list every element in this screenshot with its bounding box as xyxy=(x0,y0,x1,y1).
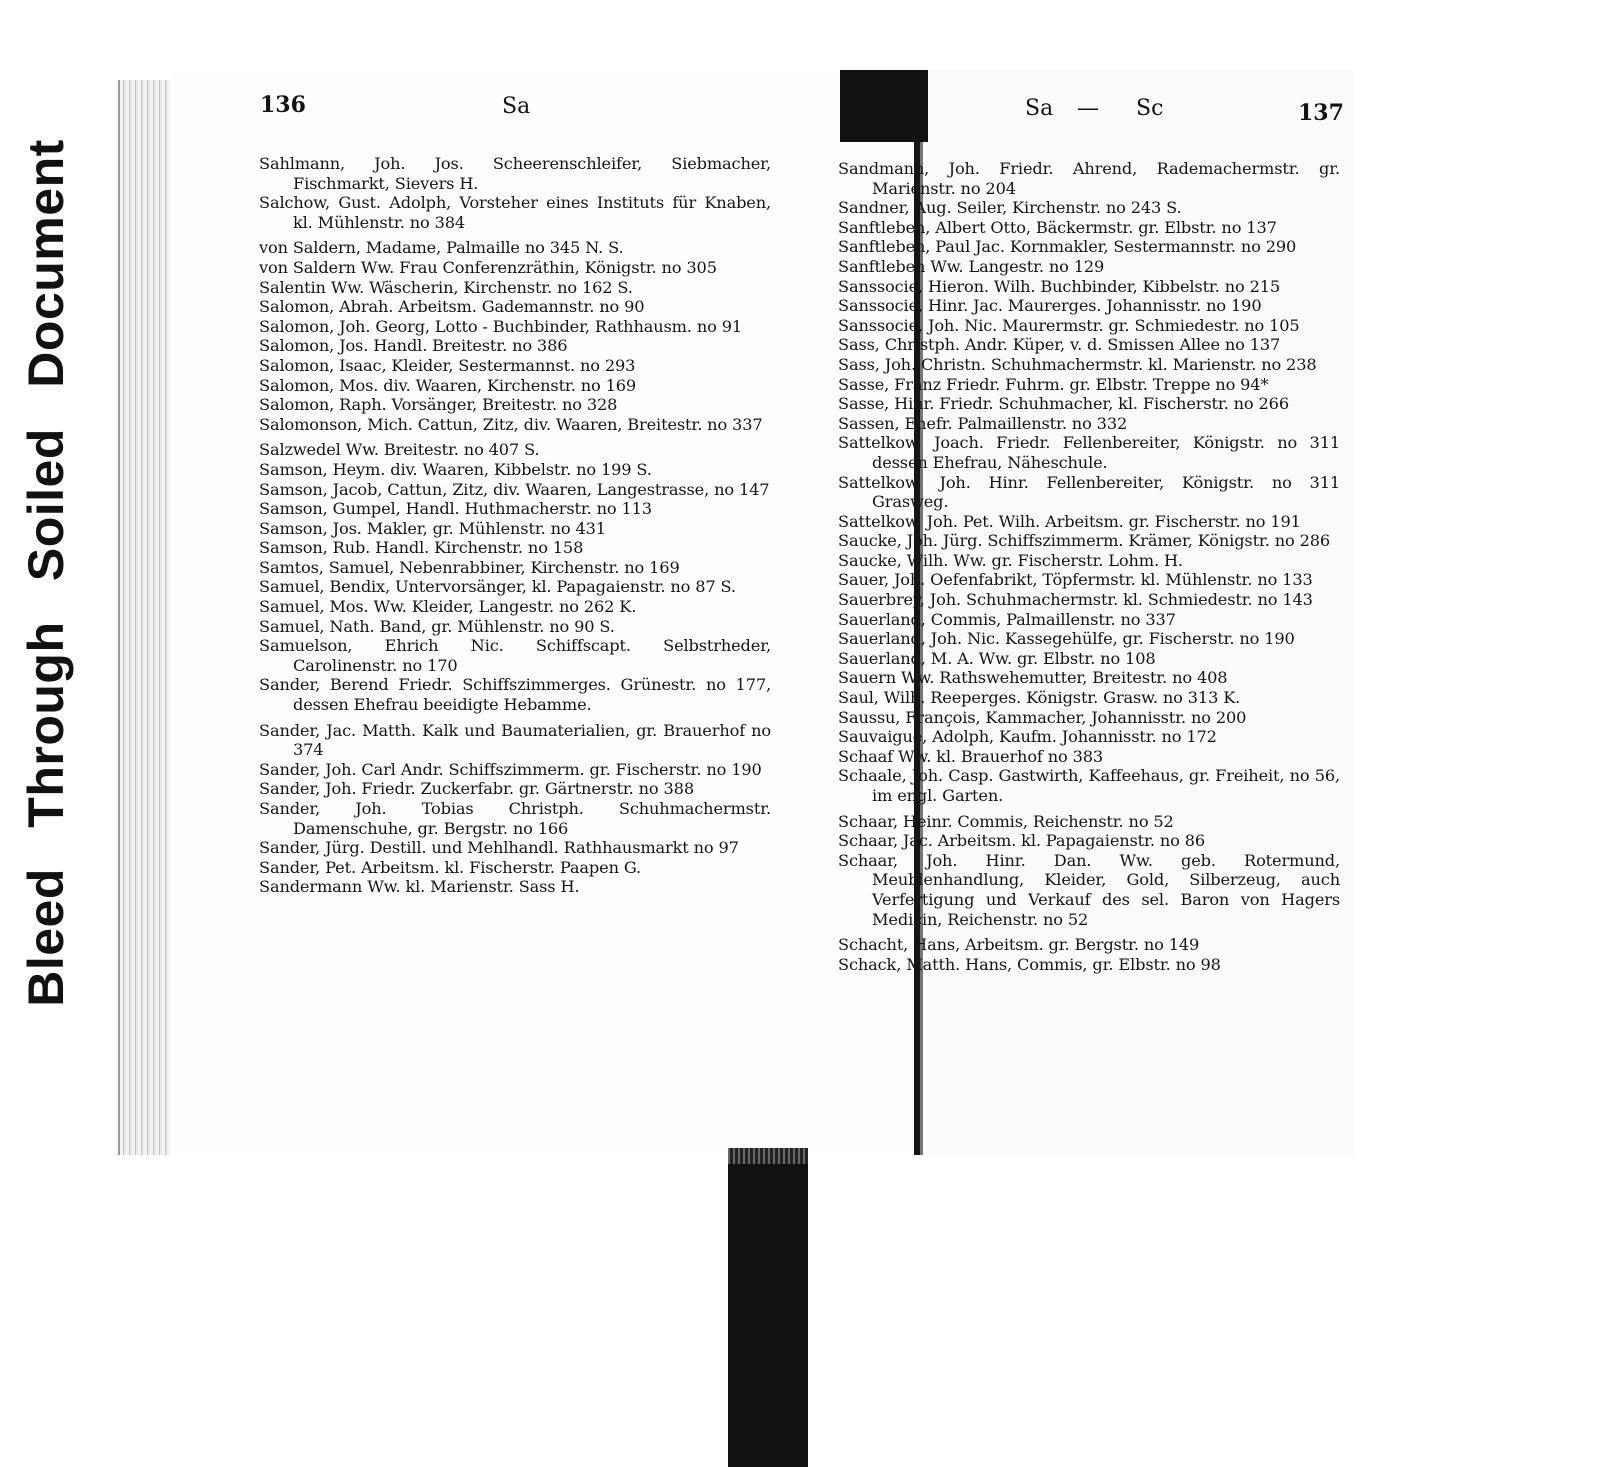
directory-entry: Salomon, Isaac, Kleider, Sestermannst. no 293 xyxy=(259,355,636,375)
directory-entry: Salomon, Raph. Vorsänger, Breitestr. no 328 xyxy=(259,395,618,415)
directory-entry: Samson, Rub. Handl. Kirchenstr. no 158 xyxy=(259,538,584,558)
directory-entry: Salomon, Mos. div. Waaren, Kirchenstr. no 169 xyxy=(259,375,637,395)
directory-entry: Salomon, Joh. Georg, Lotto - Buchbinder, Rathhausm. no 91 xyxy=(259,316,743,336)
directory-entry: Sattelkow, Joach. Friedr. Fellenbereiter, Königstr. no 311 dessen Ehefrau, Näheschule. xyxy=(838,433,1340,472)
directory-entry: Sass, Joh. Christn. Schuhmachermstr. kl. Marienstr. no 238 xyxy=(838,354,1317,374)
directory-entry: Sattelkow, Joh. Pet. Wilh. Arbeitsm. gr. Fischerstr. no 191 xyxy=(838,511,1301,531)
left-entries-list xyxy=(259,154,771,897)
directory-entry: Schaar, Heinr. Commis, Reichenstr. no 52 xyxy=(838,811,1174,831)
directory-entry: Sauern Ww. Rathswehemutter, Breitestr. no 408 xyxy=(838,668,1228,688)
stamp-text: Bleed Through Soiled Document xyxy=(18,139,74,1007)
directory-entry: Saussu, François, Kammacher, Johannisstr. no 200 xyxy=(838,707,1247,727)
directory-entry: Sauerland, Joh. Nic. Kassegehülfe, gr. Fischerstr. no 190 xyxy=(838,629,1295,649)
directory-entry: Sander, Joh. Tobias Christph. Schuhmachermstr. Damenschuhe, gr. Bergstr. no 166 xyxy=(259,799,771,838)
directory-entry: Samtos, Samuel, Nebenrabbiner, Kirchenstr. no 169 xyxy=(259,557,680,577)
directory-entry: Salentin Ww. Wäscherin, Kirchenstr. no 162 S. xyxy=(259,277,633,297)
directory-entry: Sasse, Hinr. Friedr. Schuhmacher, kl. Fischerstr. no 266 xyxy=(838,394,1289,414)
directory-entry: Schaar, Jac. Arbeitsm. kl. Papagaienstr. no 86 xyxy=(838,831,1206,851)
directory-entry: Sauvaigue, Adolph, Kaufm. Johannisstr. no 172 xyxy=(838,727,1217,747)
directory-entry: Sahlmann, Joh. Jos. Scheerenschleifer, Siebmacher, Fischmarkt, Sievers H. xyxy=(259,154,771,193)
directory-entry: Schacht, Hans, Arbeitsm. gr. Bergstr. no 149 xyxy=(838,935,1200,955)
directory-entry: Sanftleben, Paul Jac. Kornmakler, Sestermannstr. no 290 xyxy=(838,237,1297,257)
directory-entry: Salchow, Gust. Adolph, Vorsteher eines Instituts für Knaben, kl. Mühlenstr. no 384 xyxy=(259,193,771,232)
directory-entry: Sandner, Aug. Seiler, Kirchenstr. no 243 S. xyxy=(838,198,1182,218)
right-running-head-start: Sa xyxy=(1025,96,1054,121)
directory-entry: Samuel, Nath. Band, gr. Mühlenstr. no 90 S. xyxy=(259,616,615,636)
directory-entry: von Saldern, Madame, Palmaille no 345 N. S. xyxy=(259,238,624,258)
directory-entry: Sattelkow, Joh. Hinr. Fellenbereiter, Königstr. no 311 Grasweg. xyxy=(838,472,1340,512)
directory-entry: Sanftleben Ww. Langestr. no 129 xyxy=(838,256,1105,276)
directory-entry: Sander, Jürg. Destill. und Mehlhandl. Rathhausmarkt no 97 xyxy=(259,838,739,858)
directory-entry: Sander, Pet. Arbeitsm. kl. Fischerstr. Paapen G. xyxy=(259,857,642,877)
page-edges xyxy=(118,80,174,1155)
left-page-number: 136 xyxy=(260,92,306,118)
directory-entry: Samson, Gumpel, Handl. Huthmacherstr. no 113 xyxy=(259,499,652,519)
left-running-head: Sa xyxy=(502,94,531,119)
spine-binding-bottom xyxy=(728,1148,808,1467)
directory-entry: Samuel, Mos. Ww. Kleider, Langestr. no 262 K. xyxy=(259,597,637,617)
directory-entry: Saucke, Wilh. Ww. gr. Fischerstr. Lohm. H. xyxy=(838,550,1183,570)
directory-entry: Sauerland, M. A. Ww. gr. Elbstr. no 108 xyxy=(838,648,1156,668)
directory-entry: Schaar, Joh. Hinr. Dan. Ww. geb. Rotermund, Meublenhandlung, Kleider, Gold, Silberzeug, auch Verfertigung und Verkauf des sel. Baron von Hagers Medicin, Reichenstr. no 52 xyxy=(838,850,1340,929)
right-running-head-end: Sc xyxy=(1136,96,1164,121)
directory-entry: Salzwedel Ww. Breitestr. no 407 S. xyxy=(259,440,540,460)
directory-entry: Sandermann Ww. kl. Marienstr. Sass H. xyxy=(259,877,580,897)
right-page-number: 137 xyxy=(1298,100,1344,126)
directory-entry: Sander, Joh. Friedr. Zuckerfabr. gr. Gärtnerstr. no 388 xyxy=(259,779,694,799)
directory-entry: Sanssocie, Hinr. Jac. Maurerges. Johannisstr. no 190 xyxy=(838,296,1262,316)
directory-entry: Sandmann, Joh. Friedr. Ahrend, Rademachermstr. gr. Marienstr. no 204 xyxy=(838,159,1340,198)
directory-entry: Samuel, Bendix, Untervorsänger, kl. Papagaienstr. no 87 S. xyxy=(259,577,736,597)
directory-entry: Sassen, Ehefr. Palmaillenstr. no 332 xyxy=(838,413,1128,433)
directory-entry: Saul, Wilh. Reeperges. Königstr. Grasw. no 313 K. xyxy=(838,688,1241,708)
directory-entry: Salomon, Jos. Handl. Breitestr. no 386 xyxy=(259,336,568,356)
directory-entry: Sass, Christph. Andr. Küper, v. d. Smissen Allee no 137 xyxy=(838,335,1281,355)
directory-entry: Sanftleben, Albert Otto, Bäckermstr. gr. Elbstr. no 137 xyxy=(838,217,1277,237)
directory-entry: Sander, Berend Friedr. Schiffszimmerges. Grünestr. no 177, dessen Ehefrau beeidigte Hebamme. xyxy=(259,675,771,715)
directory-entry: Sander, Jac. Matth. Kalk und Baumaterialien, gr. Brauerhof no 374 xyxy=(259,720,771,760)
directory-entry: Sauer, Joh. Oefenfabrikt, Töpfermstr. kl. Mühlenstr. no 133 xyxy=(838,570,1313,590)
directory-entry: Samson, Heym. div. Waaren, Kibbelstr. no 199 S. xyxy=(259,459,652,479)
directory-entry: Schack, Matth. Hans, Commis, gr. Elbstr. no 98 xyxy=(838,954,1221,974)
directory-entry: Sanssocie, Joh. Nic. Maurermstr. gr. Schmiedestr. no 105 xyxy=(838,315,1300,335)
directory-entry: Schaale, Joh. Casp. Gastwirth, Kaffeehaus, gr. Freiheit, no 56, im engl. Garten. xyxy=(838,766,1340,805)
directory-entry: Schaaf Ww. kl. Brauerhof no 383 xyxy=(838,746,1104,766)
directory-entry: Sasse, Franz Friedr. Fuhrm. gr. Elbstr. Treppe no 94* xyxy=(838,374,1269,394)
directory-entry: Samson, Jacob, Cattun, Zitz, div. Waaren, Langestrasse, no 147 xyxy=(259,479,770,499)
directory-entry: von Saldern Ww. Frau Conferenzräthin, Königstr. no 305 xyxy=(259,257,717,277)
directory-entry: Sanssocie, Hieron. Wilh. Buchbinder, Kibbelstr. no 215 xyxy=(838,276,1281,296)
spine-binding-top xyxy=(840,70,928,142)
right-entries-list xyxy=(838,159,1340,974)
directory-entry: Sander, Joh. Carl Andr. Schiffszimmerm. gr. Fischerstr. no 190 xyxy=(259,759,762,779)
right-running-head-dash: — xyxy=(1077,96,1099,121)
directory-entry: Samuelson, Ehrich Nic. Schiffscapt. Selbstrheder, Carolinenstr. no 170 xyxy=(259,636,771,675)
directory-entry: Salomon, Abrah. Arbeitsm. Gademannstr. no 90 xyxy=(259,297,645,317)
directory-entry: Salomonson, Mich. Cattun, Zitz, div. Waaren, Breitestr. no 337 xyxy=(259,414,763,434)
directory-entry: Sauerland, Commis, Palmaillenstr. no 337 xyxy=(838,609,1176,629)
directory-entry: Sauerbrey, Joh. Schuhmachermstr. kl. Schmiedestr. no 143 xyxy=(838,590,1313,610)
directory-entry: Samson, Jos. Makler, gr. Mühlenstr. no 431 xyxy=(259,518,606,538)
directory-entry: Saucke, Joh. Jürg. Schiffszimmerm. Krämer, Königstr. no 286 xyxy=(838,531,1331,551)
soiled-document-stamp xyxy=(20,75,72,1071)
